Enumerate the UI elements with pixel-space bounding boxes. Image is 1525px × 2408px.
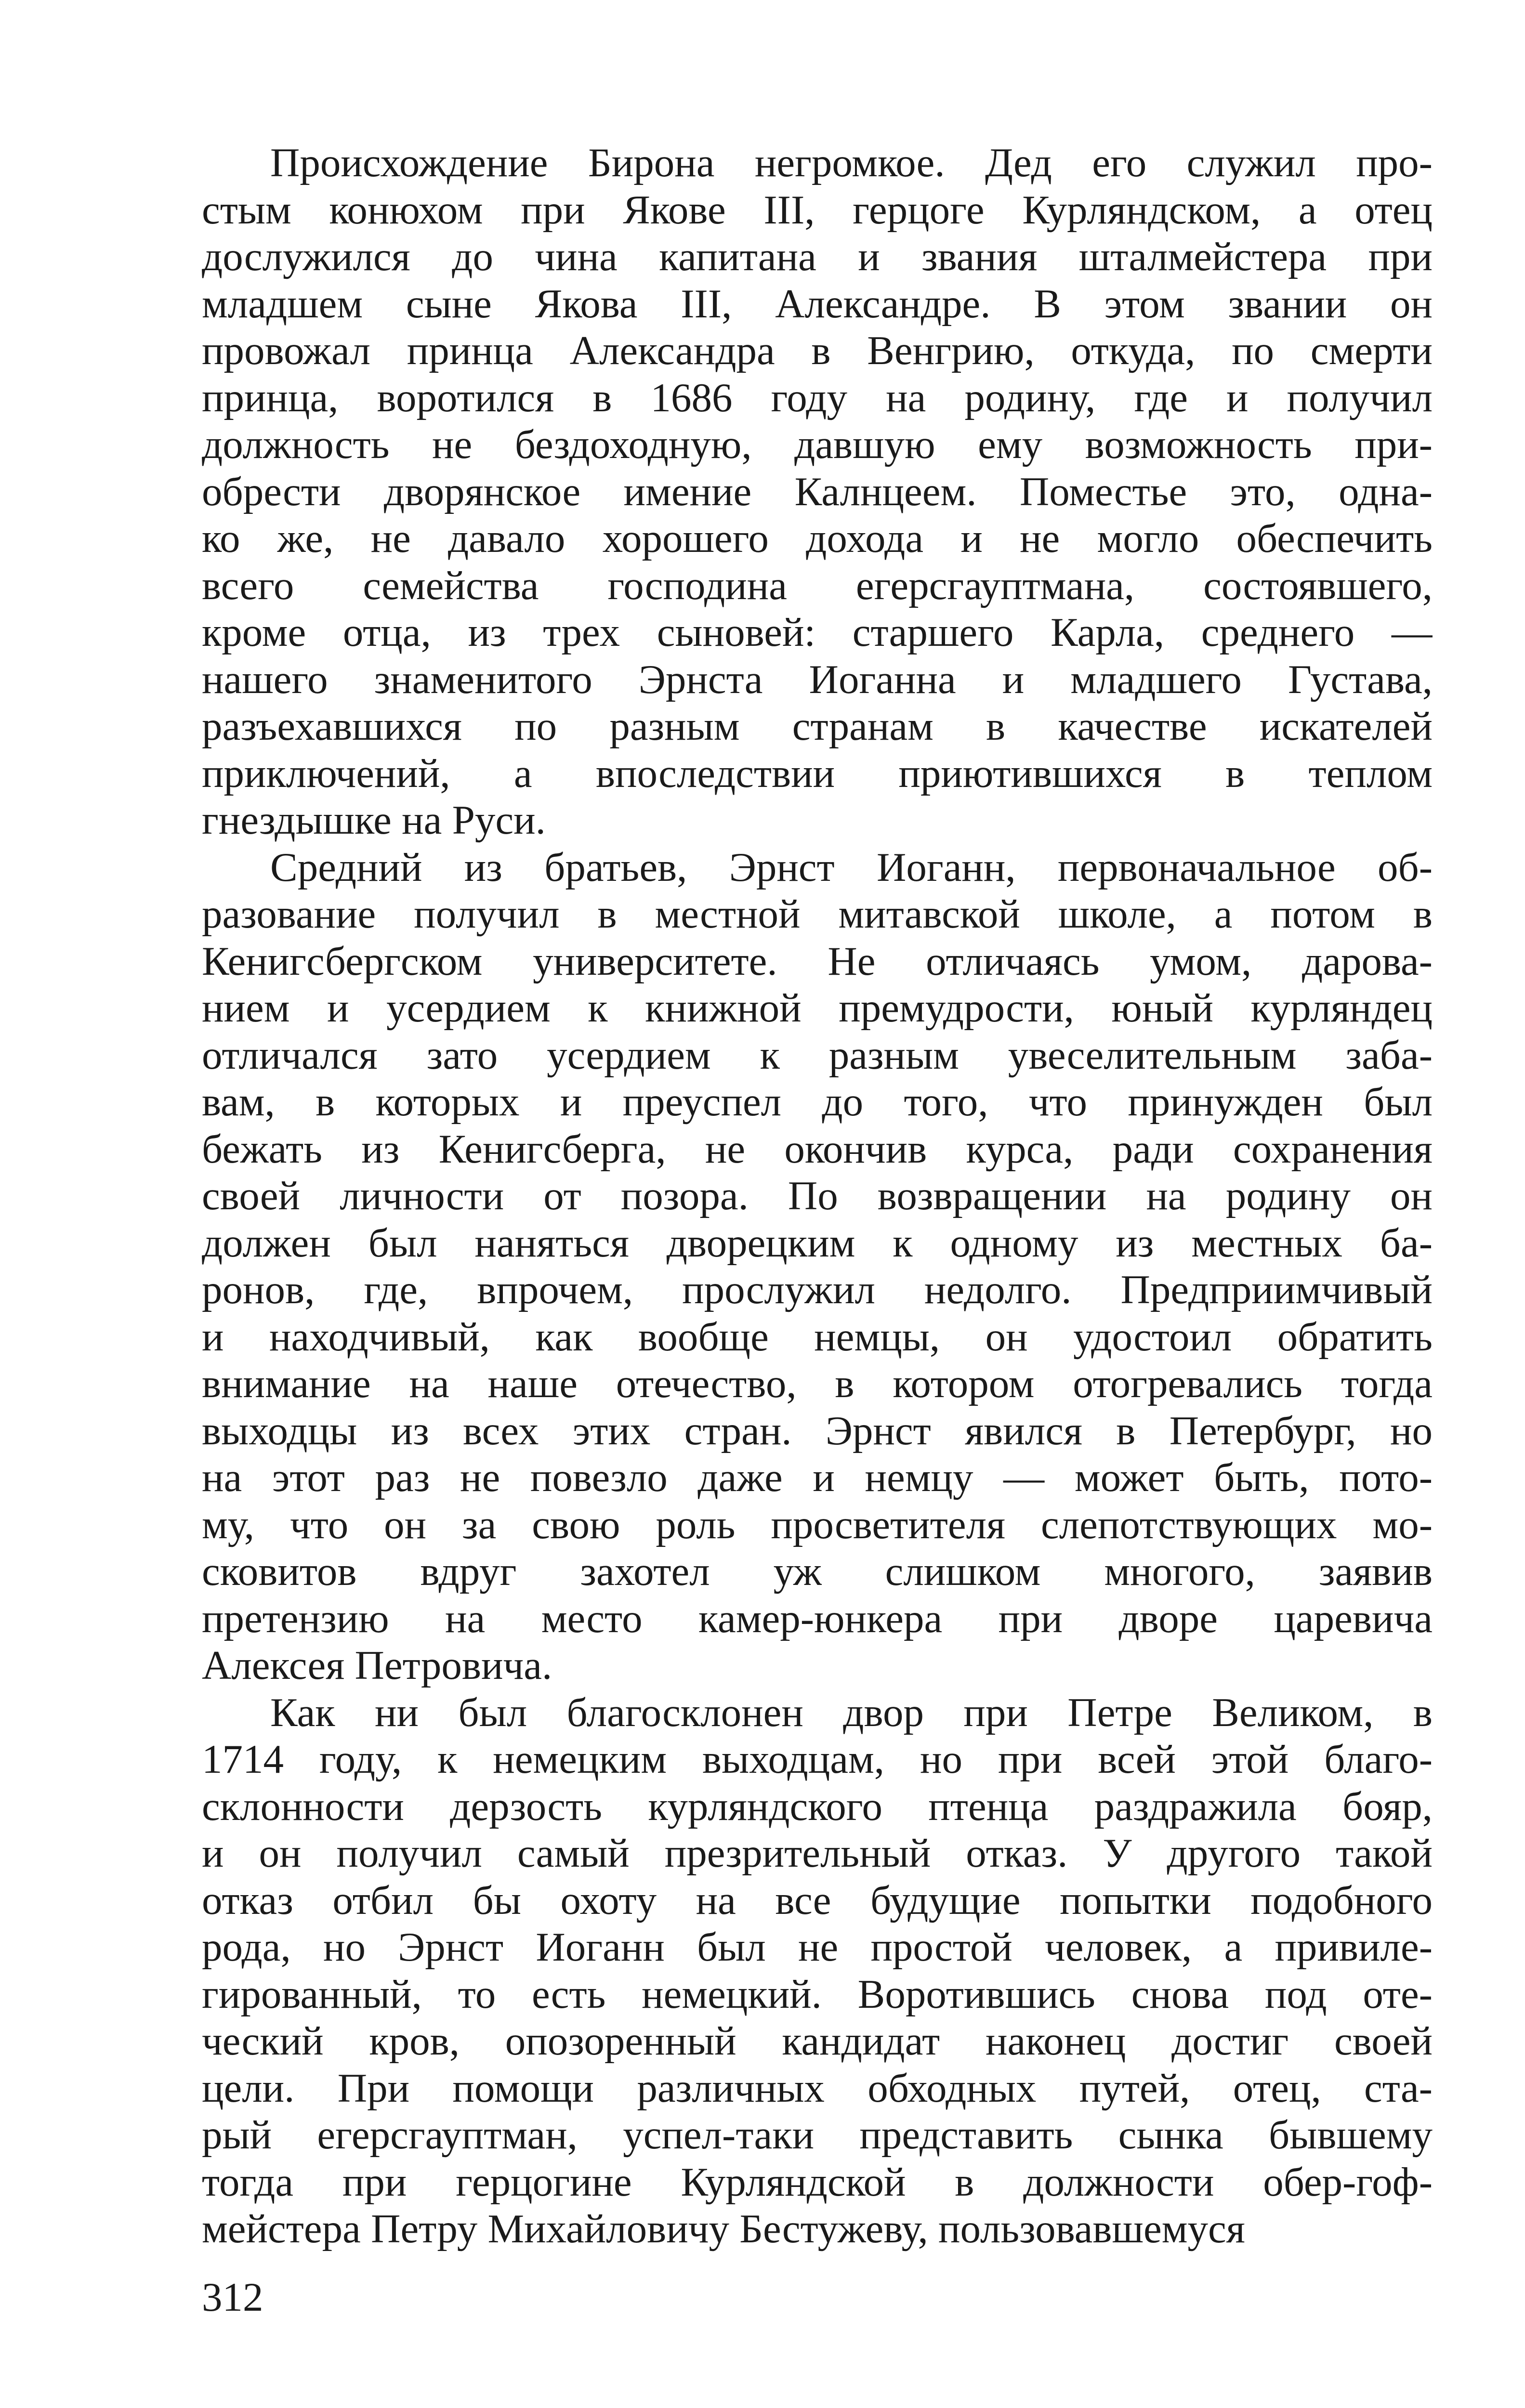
- text-line: гнездышке на Руси.: [202, 798, 546, 843]
- paragraph: [202, 140, 1433, 844]
- text-line: приключений, а впоследствии приютившихся в теплом: [202, 750, 1433, 796]
- text-line: ческий кров, опозоренный кандидат наконец достиг своей: [202, 2018, 1433, 2064]
- text-line: своей личности от позора. По возвращении на родину он: [202, 1173, 1433, 1218]
- text-line: должность не бездоходную, давшую ему возможность при-: [202, 422, 1433, 467]
- text-line: мейстера Петру Михайловичу Бестужеву, пользовавшемуся: [202, 2206, 1245, 2251]
- text-line: бежать из Кенигсберга, не окончив курса, ради сохранения: [202, 1126, 1433, 1172]
- text-line: дослужился до чина капитана и звания шталмейстера при: [202, 234, 1433, 279]
- text-line: сковитов вдруг захотел уж слишком многого, заявив: [202, 1549, 1433, 1594]
- text-line: выходцы из всех этих стран. Эрнст явился в Петербург, но: [202, 1408, 1433, 1453]
- text-line: провожал принца Александра в Венгрию, откуда, по смерти: [202, 328, 1433, 373]
- text-line: гированный, то есть немецкий. Воротившись снова под оте-: [202, 1971, 1433, 2017]
- text-line: нием и усердием к книжной премудрости, юный курляндец: [202, 985, 1433, 1031]
- text-line: цели. При помощи различных обходных путей, отец, ста-: [202, 2065, 1433, 2111]
- text-line: отличался зато усердием к разным увеселительным заба-: [202, 1032, 1433, 1078]
- text-line: кроме отца, из трех сыновей: старшего Карла, среднего —: [202, 610, 1433, 655]
- paragraph: [202, 844, 1433, 1689]
- text-line: принца, воротился в 1686 году на родину, где и получил: [202, 375, 1433, 420]
- text-line: склонности дерзость курляндского птенца раздражила бояр,: [202, 1783, 1433, 1829]
- text-line: обрести дворянское имение Калнцеем. Поместье это, одна-: [202, 469, 1433, 514]
- text-line: и он получил самый презрительный отказ. У другого такой: [202, 1831, 1433, 1876]
- text-line: Средний из братьев, Эрнст Иоганн, первоначальное об-: [270, 844, 1433, 890]
- text-line: разование получил в местной митавской школе, а потом в: [202, 891, 1433, 937]
- text-line: Кенигсбергском университете. Не отличаясь умом, дарова-: [202, 938, 1433, 984]
- text-line: и находчивый, как вообще немцы, он удостоил обратить: [202, 1314, 1433, 1360]
- text-line: на этот раз не повезло даже и немцу — может быть, пото-: [202, 1455, 1433, 1500]
- text-line: Алексея Петровича.: [202, 1643, 552, 1688]
- text-line: рый егерсгауптман, успел-таки представить сынка бывшему: [202, 2112, 1433, 2158]
- text-line: претензию на место камер-юнкера при дворе царевича: [202, 1596, 1433, 1641]
- text-line: всего семейства господина егерсгауптмана, состоявшего,: [202, 563, 1433, 608]
- text-line: нашего знаменитого Эрнста Иоганна и младшего Густава,: [202, 656, 1433, 702]
- paragraph: [202, 1689, 1433, 2253]
- text-line: ко же, не давало хорошего дохода и не могло обеспечить: [202, 516, 1433, 561]
- text-line: внимание на наше отечество, в котором отогревались тогда: [202, 1361, 1433, 1406]
- text-line: должен был наняться дворецким к одному из местных ба-: [202, 1220, 1433, 1266]
- text-line: вам, в которых и преуспел до того, что принужден был: [202, 1079, 1433, 1125]
- body-text: [202, 140, 1433, 2253]
- text-line: 1714 году, к немецким выходцам, но при всей этой благо-: [202, 1737, 1433, 1782]
- text-line: тогда при герцогине Курляндской в должности обер-гоф-: [202, 2159, 1433, 2205]
- text-line: му, что он за свою роль просветителя слепотствующих мо-: [202, 1502, 1433, 1547]
- text-line: младшем сыне Якова III, Александре. В этом звании он: [202, 281, 1433, 327]
- text-line: Как ни был благосклонен двор при Петре Великом, в: [270, 1689, 1433, 1735]
- text-line: рода, но Эрнст Иоганн был не простой человек, а привиле-: [202, 1924, 1433, 1970]
- text-line: разъехавшихся по разным странам в качестве искателей: [202, 704, 1433, 749]
- text-line: ронов, где, впрочем, прослужил недолго. Предприимчивый: [202, 1267, 1433, 1312]
- text-line: стым конюхом при Якове III, герцоге Курляндском, а отец: [202, 187, 1433, 233]
- text-line: отказ отбил бы охоту на все будущие попытки подобного: [202, 1877, 1433, 1923]
- text-line: Происхождение Бирона негромкое. Дед его служил про-: [270, 140, 1433, 185]
- page-number: 312: [202, 2275, 263, 2320]
